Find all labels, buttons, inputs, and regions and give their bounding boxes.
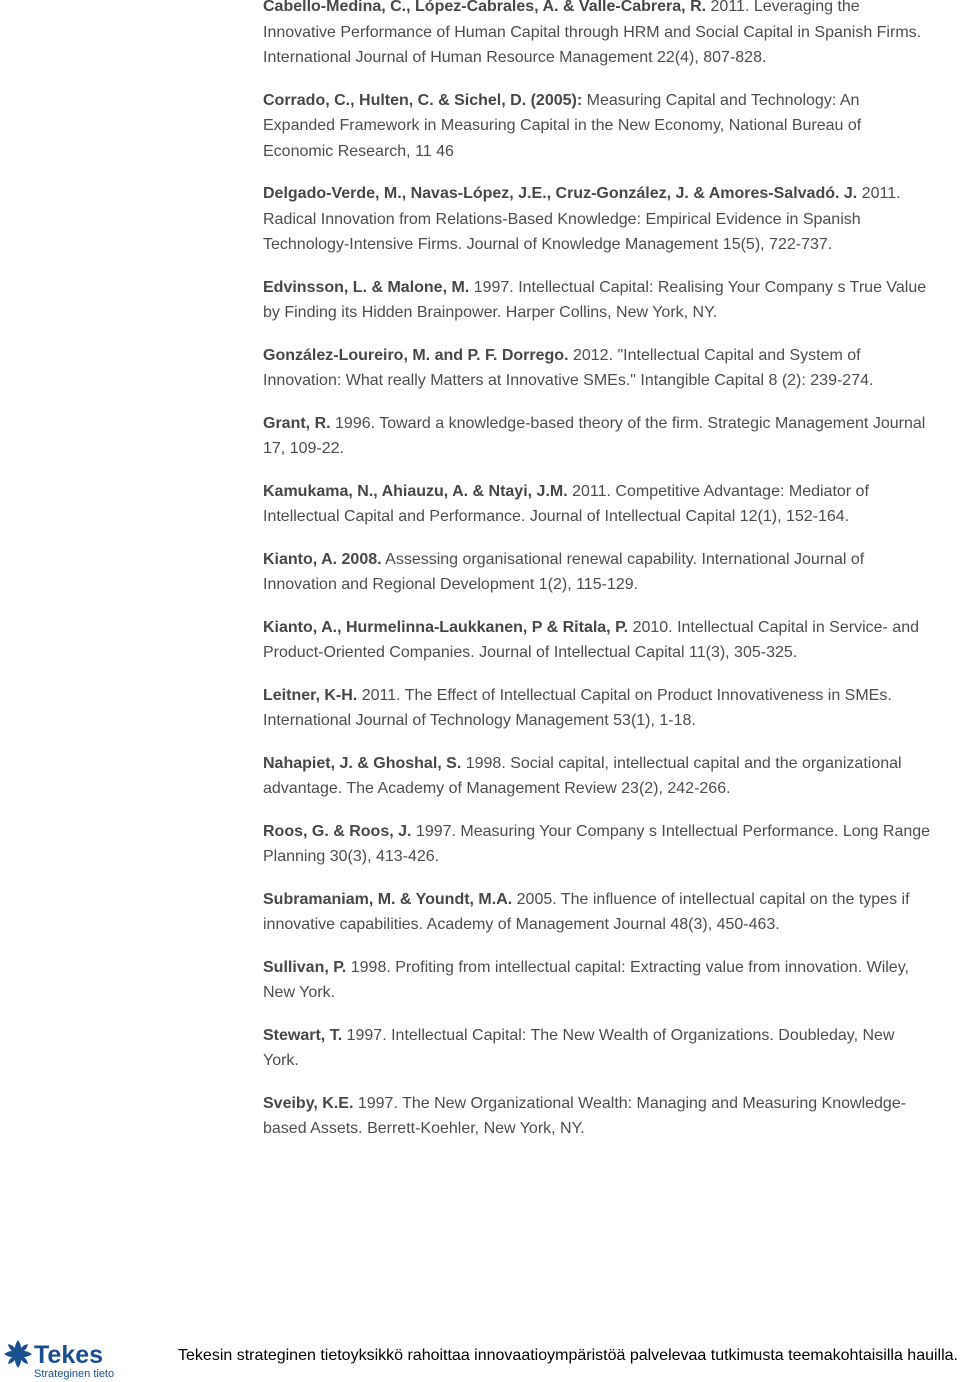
reference-item bbox=[263, 88, 933, 165]
reference-authors: Subramaniam, M. & Youndt, M.A. bbox=[263, 890, 513, 908]
reference-text: Social capital, intellectual capital and the organizational advantage. The Academy of Management Review 23(2), 242-266. bbox=[263, 754, 902, 797]
reference-item bbox=[263, 819, 933, 870]
reference-authors: Kamukama, N., Ahiauzu, A. & Ntayi, J.M. bbox=[263, 482, 568, 500]
reference-text: Measuring Capital and Technology: An Expanded Framework in Measuring Capital in the New Economy, National Bureau of Economic Research, 11 46 bbox=[263, 91, 862, 160]
reference-text: "Intellectual Capital and System of Innovation: What really Matters at Innovative SMEs." Intangible Capital 8 (2): 239-274. bbox=[263, 346, 874, 389]
reference-text: Intellectual Capital: Realising Your Company s True Value by Finding its Hidden Brainpower. Harper Collins, New York, NY. bbox=[263, 278, 927, 321]
reference-text: Radical Innovation from Relations-Based Knowledge: Empirical Evidence in Spanish Technology-Intensive Firms. Journal of Knowledge Management 15(5), 722-737. bbox=[263, 210, 861, 253]
reference-authors: González-Loureiro, M. and P. F. Dorrego. bbox=[263, 346, 569, 364]
reference-year: 2011. bbox=[861, 185, 901, 202]
reference-authors: Nahapiet, J. & Ghoshal, S. bbox=[263, 754, 462, 772]
reference-item bbox=[263, 615, 933, 666]
reference-authors: Kianto, A., Hurmelinna-Laukkanen, P & Ritala, P. bbox=[263, 618, 629, 636]
reference-authors: Corrado, C., Hulten, C. & Sichel, D. bbox=[263, 91, 527, 109]
reference-text: Toward a knowledge-based theory of the firm. Strategic Management Journal 17, 109-22. bbox=[263, 414, 926, 457]
reference-item bbox=[263, 411, 933, 462]
reference-authors: Roos, G. & Roos, J. bbox=[263, 822, 412, 840]
tekes-logo bbox=[4, 1336, 126, 1380]
reference-authors: Kianto, A. bbox=[263, 550, 338, 568]
reference-year: 2008. bbox=[341, 550, 382, 568]
reference-item bbox=[263, 181, 933, 258]
reference-text: The Effect of Intellectual Capital on Product Innovativeness in SMEs. International Journal of Technology Management 53(1), 1-18. bbox=[263, 686, 892, 729]
reference-item bbox=[263, 547, 933, 598]
reference-item bbox=[263, 275, 933, 326]
reference-list bbox=[263, 0, 933, 1137]
reference-year: 1997. bbox=[473, 278, 514, 296]
reference-item bbox=[263, 683, 933, 734]
reference-year: 1998. bbox=[465, 754, 506, 772]
footer-text: Tekesin strateginen tietoyksikkö rahoittaa innovaatioympäristöä palvelevaa tutkimusta teemakohtaisilla hauilla. bbox=[178, 1347, 958, 1364]
reference-year: 2012. bbox=[572, 346, 614, 364]
logo-wordmark: Tekes bbox=[34, 1341, 104, 1369]
reference-text: The New Organizational Wealth: Managing and Measuring Knowledge-based Assets. Berrett-Koehler, New York, NY. bbox=[263, 1094, 907, 1137]
reference-year: 1997. bbox=[357, 1094, 398, 1112]
reference-item bbox=[263, 887, 933, 938]
reference-text: Intellectual Capital: The New Wealth of Organizations. Doubleday, New York. bbox=[263, 1026, 895, 1069]
reference-item bbox=[263, 1091, 933, 1142]
tekes-logo-mark bbox=[4, 1340, 32, 1368]
reference-text: Assessing organisational renewal capability. International Journal of Innovation and Regional Development 1(2), 115-129. bbox=[263, 550, 865, 593]
reference-text: Intellectual Capital in Service- and Product-Oriented Companies. Journal of Intellectual Capital 11(3), 305-325. bbox=[263, 618, 919, 661]
logo-tagline: Strateginen tieto bbox=[34, 1368, 115, 1380]
reference-year: 2011. bbox=[710, 0, 750, 15]
reference-year: 1997. bbox=[415, 822, 456, 840]
reference-text: Competitive Advantage: Mediator of Intellectual Capital and Performance. Journal of Intellectual Capital 12(1), 152-164. bbox=[263, 482, 869, 525]
page-footer bbox=[0, 1332, 960, 1382]
reference-year: 2005. bbox=[516, 890, 557, 908]
reference-year: 1996. bbox=[335, 414, 376, 432]
reference-text: Leveraging the Innovative Performance of Human Capital through HRM and Social Capital in Spanish Firms. International Journal of Human Resource Management 22(4), 807-828. bbox=[263, 0, 922, 66]
reference-text: Measuring Your Company s Intellectual Performance. Long Range Planning 30(3), 413-426. bbox=[263, 822, 931, 865]
reference-year: 2010. bbox=[632, 618, 673, 636]
reference-item bbox=[263, 0, 933, 71]
reference-authors: Stewart, T. bbox=[263, 1026, 343, 1044]
reference-year: 2011. bbox=[572, 482, 611, 500]
reference-year: 2011. bbox=[361, 686, 401, 704]
reference-item bbox=[263, 751, 933, 802]
reference-authors: Sveiby, K.E. bbox=[263, 1094, 354, 1112]
reference-authors: Edvinsson, L. & Malone, M. bbox=[263, 278, 470, 296]
reference-authors: Sullivan, P. bbox=[263, 958, 347, 976]
reference-year: (2005): bbox=[530, 91, 583, 109]
reference-text: The influence of intellectual capital on the types if innovative capabilities. Academy of Management Journal 48(3), 450-463. bbox=[263, 890, 910, 933]
reference-authors: Cabello-Medina, C., López-Cabrales, A. & Valle-Cabrera, R. bbox=[263, 0, 707, 15]
reference-item bbox=[263, 1023, 933, 1074]
reference-item bbox=[263, 343, 933, 394]
reference-authors: Grant, R. bbox=[263, 414, 331, 432]
reference-item bbox=[263, 955, 933, 1006]
reference-authors: Delgado-Verde, M., Navas-López, J.E., Cruz-González, J. & Amores-Salvadó. J. bbox=[263, 185, 858, 202]
reference-text: Profiting from intellectual capital: Extracting value from innovation. Wiley, New York. bbox=[263, 958, 909, 1001]
reference-year: 1997. bbox=[346, 1026, 387, 1044]
reference-authors: Leitner, K-H. bbox=[263, 686, 358, 704]
reference-year: 1998. bbox=[350, 958, 391, 976]
reference-item bbox=[263, 479, 933, 530]
